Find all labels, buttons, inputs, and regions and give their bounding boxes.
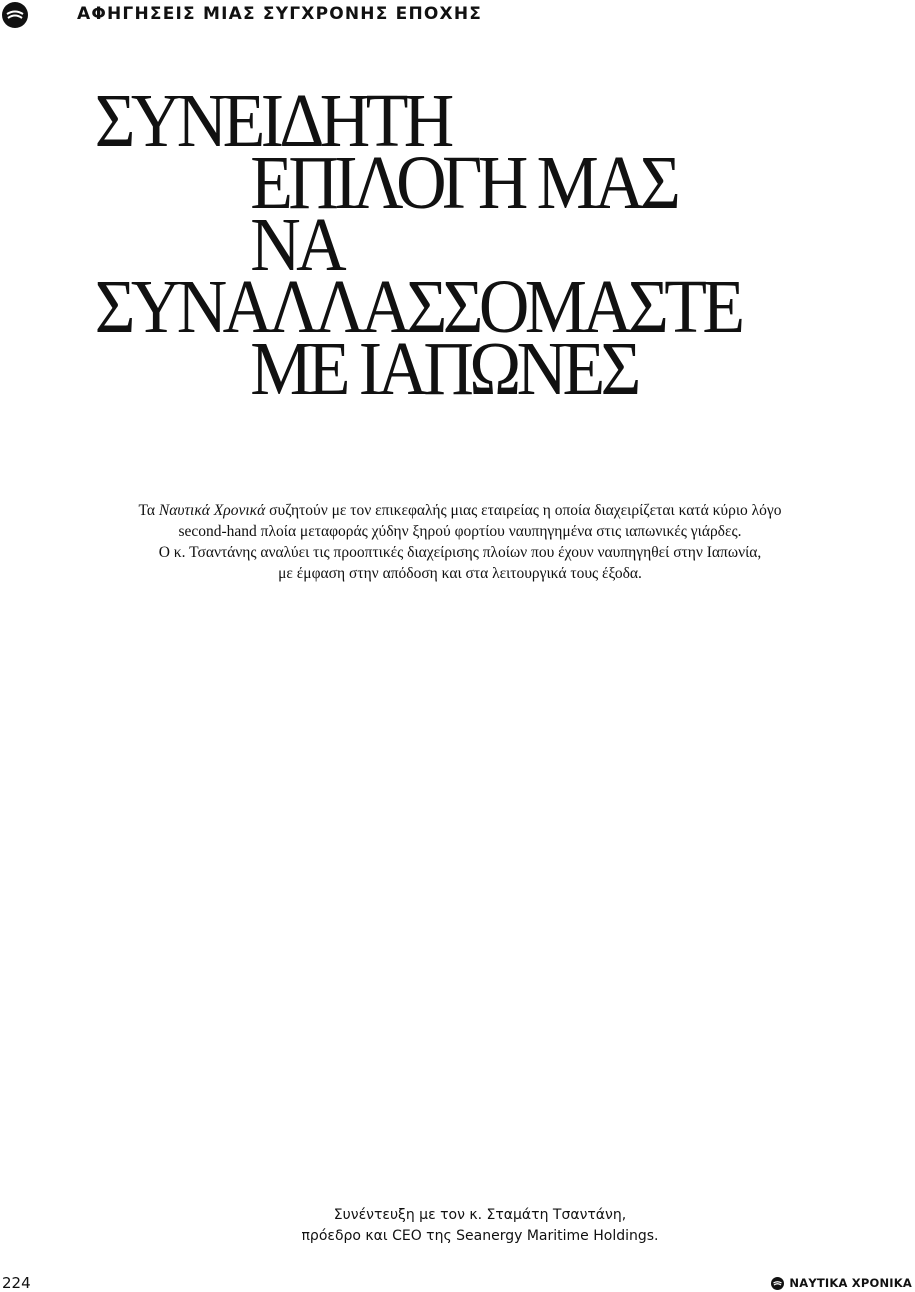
intro-line: Ο κ. Τσαντάνης αναλύει τις προοπτικές διαχείρισης πλοίων που έχουν ναυπηγηθεί στην Ιαπωνία, [158, 544, 762, 561]
headline-line: ΜΕ ΙΑΠΩΝΕΣ [250, 327, 637, 411]
article-intro [60, 500, 860, 584]
credit-line: Συνέντευξη με τον κ. Σταμάτη Τσαντάνη, [333, 1207, 627, 1223]
interview-credit [230, 1205, 730, 1247]
brand-name: ΝΑΥΤΙΚΑ ΧΡΟΝΙΚΑ [789, 1276, 912, 1290]
intro-line: με έμφαση στην απόδοση και στα λειτουργικά τους έξοδα. [278, 565, 642, 582]
section-title: ΑΦΗΓΗΣΕΙΣ ΜΙΑΣ ΣΥΓΧΡΟΝΗΣ ΕΠΟΧΗΣ [77, 4, 483, 24]
intro-line [139, 502, 782, 519]
intro-text: συζητούν με τον επικεφαλής μιας εταιρείας η οποία διαχειρίζεται κατά κύριο λόγο [265, 502, 782, 519]
footer-brand [771, 1276, 912, 1290]
page-number: 224 [2, 1274, 31, 1292]
headline-line: ΣΥΝΑΛΛΑΣΣΟΜΑΣΤΕ [94, 265, 741, 349]
article-headline [0, 79, 741, 411]
intro-line: second-hand πλοία μεταφοράς χύδην ξηρού φορτίου ναυπηγημένα στις ιαπωνικές γιάρδες. [178, 523, 742, 540]
naftika-xronika-logo-icon [771, 1277, 784, 1290]
credit-line: πρόεδρο και CEO της Seanergy Maritime Holdings. [301, 1228, 659, 1244]
publication-name: Ναυτικά Χρονικά [158, 502, 266, 519]
headline-line: ΕΠΙΛΟΓΗ ΜΑΣ [250, 141, 677, 225]
intro-text: Τα [138, 502, 159, 519]
headline-line: ΣΥΝΕΙΔΗΤΗ [94, 79, 450, 163]
headline-line: ΝΑ [250, 203, 343, 287]
naftika-xronika-logo-icon [2, 2, 28, 28]
